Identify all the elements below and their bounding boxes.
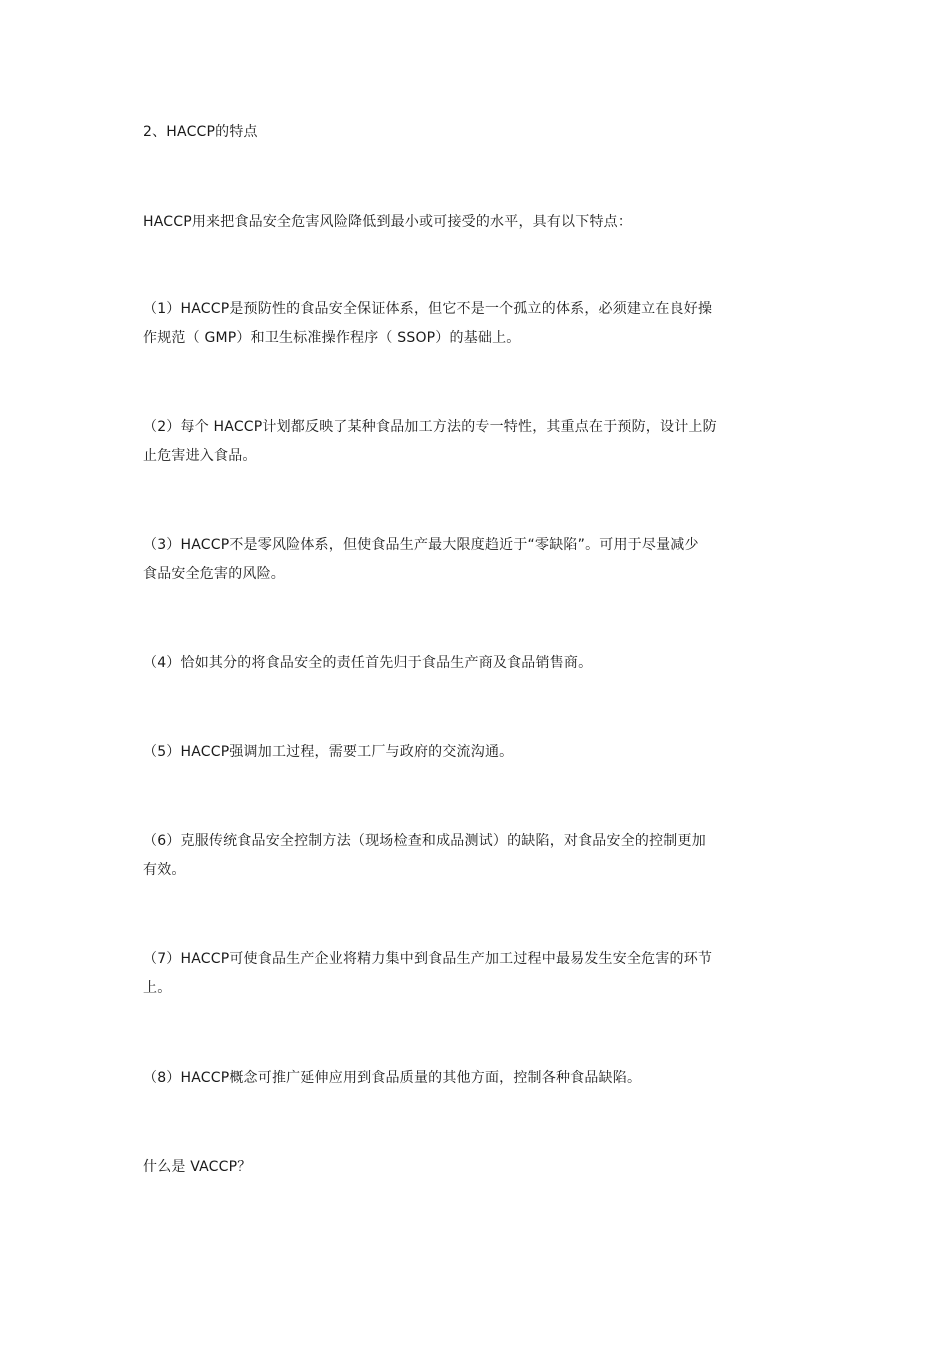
list-item [143, 413, 755, 471]
item-line-1: （8）HACCP概念可推广延伸应用到食品质量的其他方面，控制各种食品缺陷。 [143, 1070, 642, 1086]
item-line-1: （1）HACCP是预防性的食品安全保证体系，但它不是一个孤立的体系，必须建立在良好操 [143, 301, 713, 317]
intro-text: HACCP用来把食品安全危害风险降低到最小或可接受的水平，具有以下特点： [143, 214, 633, 230]
item-line-2: 有效。 [143, 862, 186, 878]
item-line-1: （6）克服传统食品安全控制方法（现场检查和成品测试）的缺陷，对食品安全的控制更加 [143, 833, 706, 849]
item-line-2: 止危害进入食品。 [143, 448, 257, 464]
item-line-2: 食品安全危害的风险。 [143, 566, 285, 582]
intro-paragraph [143, 208, 755, 237]
heading-text: 2、HACCP的特点 [143, 124, 258, 140]
list-item [143, 738, 755, 767]
section-heading [143, 118, 755, 147]
item-line-2: 上。 [143, 980, 172, 996]
list-item [143, 827, 755, 885]
item-line-1: （2）每个 HACCP计划都反映了某种食品加工方法的专一特性，其重点在于预防，设计上防 [143, 419, 717, 435]
list-item [143, 649, 755, 678]
list-item [143, 1064, 755, 1093]
list-item [143, 945, 755, 1003]
item-line-1: （3）HACCP不是零风险体系，但使食品生产最大限度趋近于“零缺陷”。可用于尽量减少 [143, 537, 699, 553]
item-line-1: （5）HACCP强调加工过程，需要工厂与政府的交流沟通。 [143, 744, 514, 760]
question-text: 什么是 VACCP？ [143, 1159, 252, 1175]
list-item [143, 295, 755, 353]
item-line-1: （4）恰如其分的将食品安全的责任首先归于食品生产商及食品销售商。 [143, 655, 593, 671]
list-item [143, 531, 755, 589]
item-line-2: 作规范（ GMP）和卫生标准操作程序（ SSOP）的基础上。 [143, 330, 521, 346]
footer-question [143, 1153, 755, 1182]
item-line-1: （7）HACCP可使食品生产企业将精力集中到食品生产加工过程中最易发生安全危害的环节 [143, 951, 713, 967]
